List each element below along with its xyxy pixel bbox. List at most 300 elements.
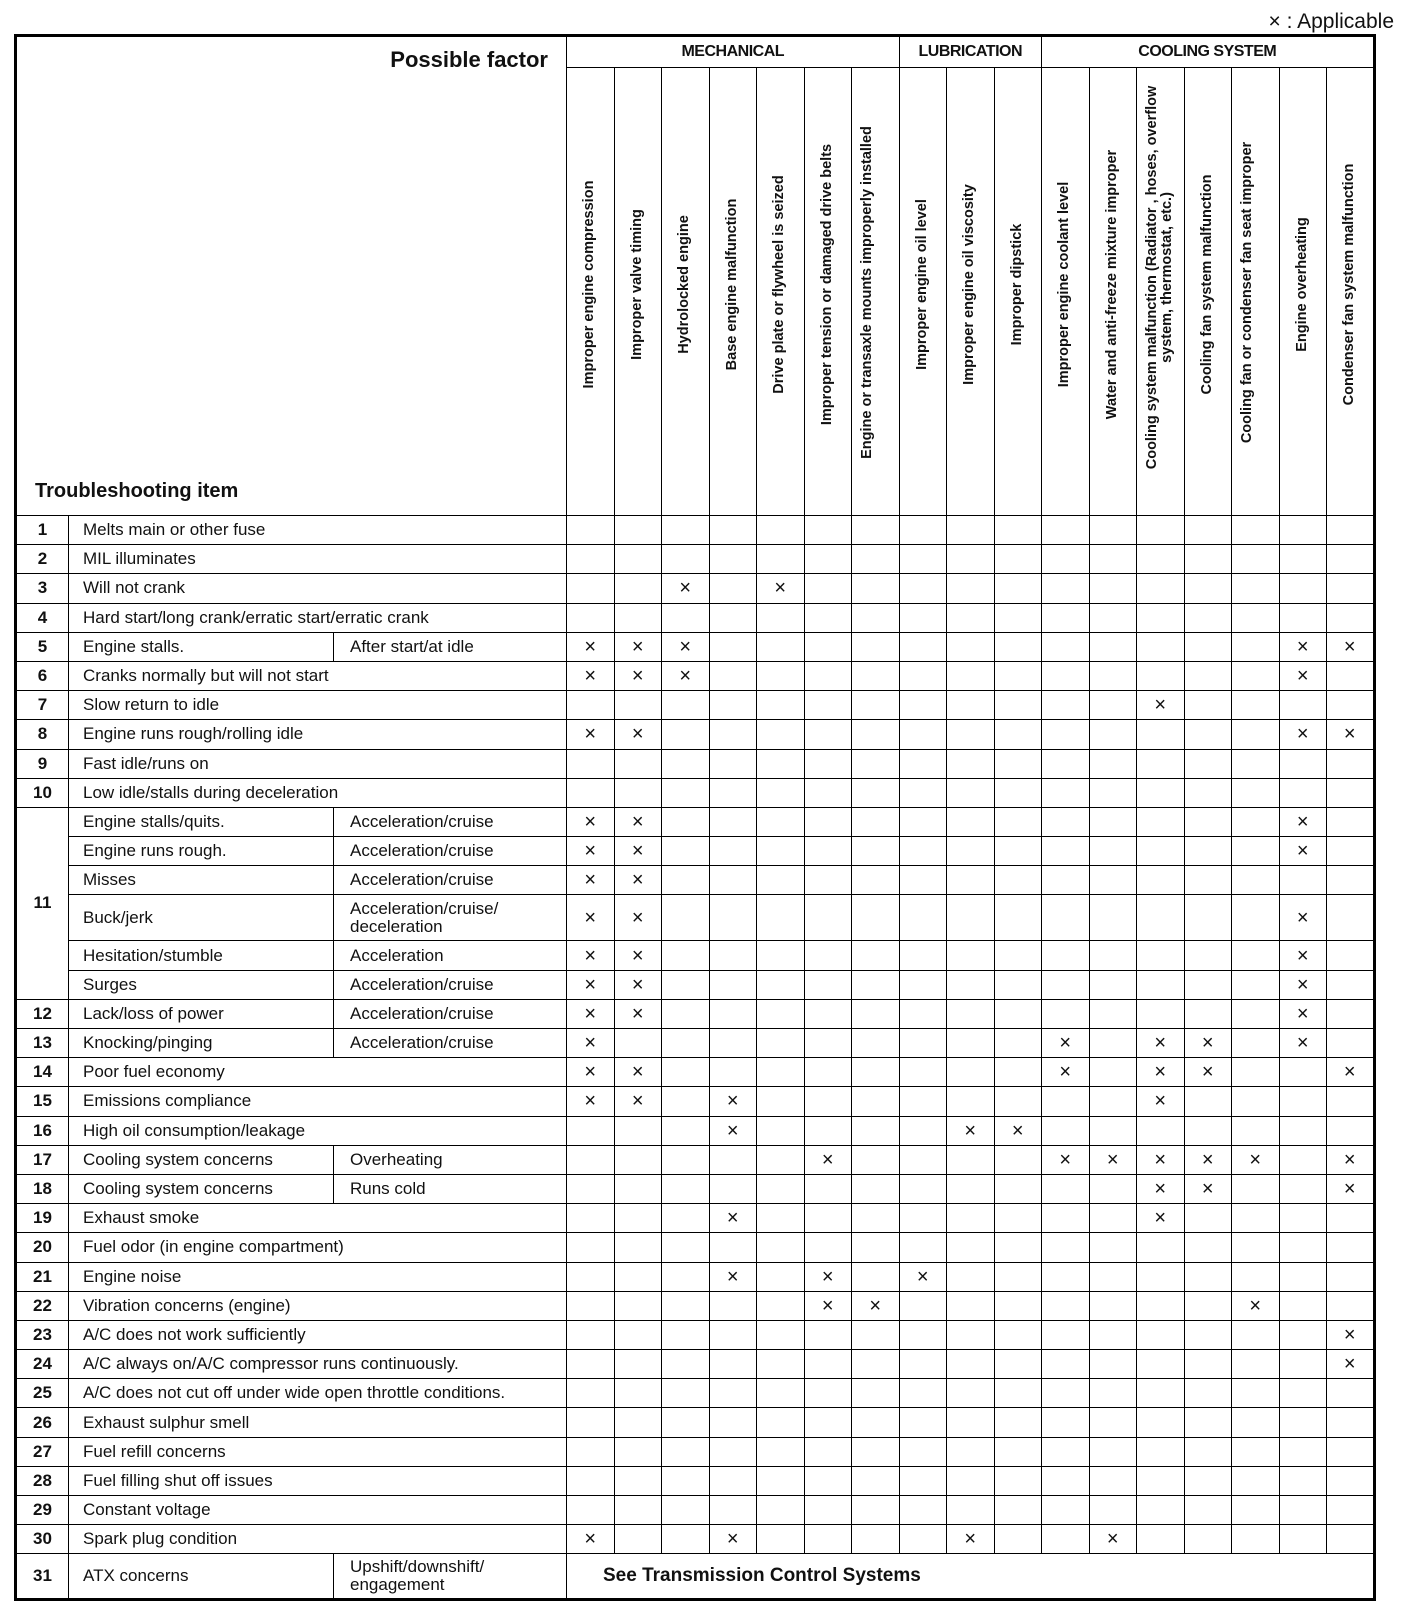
empty-cell	[1232, 574, 1280, 603]
applicable-mark: ×	[1279, 632, 1327, 661]
empty-cell	[567, 1320, 615, 1349]
empty-cell	[709, 1408, 757, 1437]
empty-cell	[852, 1350, 900, 1379]
troubleshooting-item: Low idle/stalls during deceleration	[69, 778, 567, 807]
table-row	[16, 1087, 1375, 1116]
empty-cell	[709, 1320, 757, 1349]
empty-cell	[852, 1496, 900, 1525]
empty-cell	[1279, 778, 1327, 807]
empty-cell	[899, 1320, 947, 1349]
empty-cell	[994, 1262, 1042, 1291]
empty-cell	[1042, 1087, 1090, 1116]
empty-cell	[1184, 970, 1232, 999]
applicable-mark: ×	[1327, 1145, 1375, 1174]
factor-column-header	[1279, 68, 1327, 516]
empty-cell	[1184, 778, 1232, 807]
empty-cell	[757, 1058, 805, 1087]
empty-cell	[1184, 1379, 1232, 1408]
empty-cell	[1042, 1437, 1090, 1466]
empty-cell	[662, 866, 710, 895]
factor-label: Hydrolocked engine	[676, 215, 693, 354]
empty-cell	[899, 661, 947, 690]
empty-cell	[1279, 691, 1327, 720]
empty-cell	[1089, 1233, 1137, 1262]
empty-cell	[947, 749, 995, 778]
empty-cell	[1232, 895, 1280, 941]
factor-label: Condenser fan system malfunction	[1340, 163, 1357, 406]
troubleshooting-item: Engine stalls.	[69, 632, 334, 661]
empty-cell	[757, 749, 805, 778]
empty-cell	[994, 1320, 1042, 1349]
empty-cell	[662, 1437, 710, 1466]
empty-cell	[899, 632, 947, 661]
empty-cell	[1184, 603, 1232, 632]
empty-cell	[1042, 603, 1090, 632]
factor-column-header	[994, 68, 1042, 516]
empty-cell	[852, 1116, 900, 1145]
troubleshooting-item: Fuel refill concerns	[69, 1437, 567, 1466]
applicable-mark: ×	[614, 866, 662, 895]
factor-label: Base engine malfunction	[723, 198, 740, 371]
empty-cell	[1137, 807, 1185, 836]
empty-cell	[1137, 574, 1185, 603]
row-number: 31	[16, 1554, 69, 1600]
empty-cell	[1279, 516, 1327, 545]
empty-cell	[757, 632, 805, 661]
empty-cell	[757, 1525, 805, 1554]
empty-cell	[947, 1174, 995, 1203]
empty-cell	[947, 1029, 995, 1058]
row-number: 26	[16, 1408, 69, 1437]
row-number: 6	[16, 661, 69, 690]
empty-cell	[1089, 1496, 1137, 1525]
applicable-mark: ×	[709, 1525, 757, 1554]
table-row	[16, 661, 1375, 690]
empty-cell	[899, 778, 947, 807]
empty-cell	[662, 941, 710, 970]
row-number: 12	[16, 999, 69, 1028]
legend-applicable: × : Applicable	[1268, 10, 1394, 33]
empty-cell	[757, 1496, 805, 1525]
troubleshooting-item: Spark plug condition	[69, 1525, 567, 1554]
empty-cell	[1089, 1087, 1137, 1116]
empty-cell	[709, 999, 757, 1028]
empty-cell	[757, 1145, 805, 1174]
empty-cell	[804, 691, 852, 720]
group-header-lubrication: LUBRICATION	[899, 36, 1042, 68]
row-number: 15	[16, 1087, 69, 1116]
empty-cell	[709, 691, 757, 720]
empty-cell	[1042, 866, 1090, 895]
troubleshooting-item: Cooling system concerns	[69, 1174, 334, 1203]
table-row	[16, 1116, 1375, 1145]
empty-cell	[757, 1087, 805, 1116]
empty-cell	[757, 1379, 805, 1408]
applicable-mark: ×	[1137, 1174, 1185, 1203]
empty-cell	[899, 1408, 947, 1437]
troubleshooting-item: ATX concerns	[69, 1554, 334, 1600]
empty-cell	[614, 1262, 662, 1291]
empty-cell	[1327, 941, 1375, 970]
empty-cell	[1184, 691, 1232, 720]
empty-cell	[709, 837, 757, 866]
empty-cell	[1232, 1525, 1280, 1554]
empty-cell	[757, 1320, 805, 1349]
empty-cell	[899, 1466, 947, 1495]
empty-cell	[709, 661, 757, 690]
empty-cell	[1137, 1496, 1185, 1525]
condition: Acceleration/cruise	[334, 999, 567, 1028]
empty-cell	[1327, 837, 1375, 866]
empty-cell	[567, 1233, 615, 1262]
troubleshooting-item: Cranks normally but will not start	[69, 661, 567, 690]
empty-cell	[804, 1525, 852, 1554]
empty-cell	[709, 1291, 757, 1320]
empty-cell	[709, 720, 757, 749]
empty-cell	[899, 1233, 947, 1262]
factor-column-header	[709, 68, 757, 516]
empty-cell	[662, 1320, 710, 1349]
empty-cell	[1184, 941, 1232, 970]
row-number: 23	[16, 1320, 69, 1349]
empty-cell	[1137, 1437, 1185, 1466]
empty-cell	[1184, 1233, 1232, 1262]
applicable-mark: ×	[614, 999, 662, 1028]
empty-cell	[1327, 1204, 1375, 1233]
empty-cell	[662, 895, 710, 941]
empty-cell	[1089, 1379, 1137, 1408]
empty-cell	[1042, 720, 1090, 749]
empty-cell	[852, 1320, 900, 1349]
empty-cell	[804, 1466, 852, 1495]
applicable-mark: ×	[947, 1116, 995, 1145]
empty-cell	[662, 1525, 710, 1554]
empty-cell	[899, 603, 947, 632]
empty-cell	[567, 778, 615, 807]
empty-cell	[1089, 516, 1137, 545]
empty-cell	[1137, 1408, 1185, 1437]
empty-cell	[1279, 1291, 1327, 1320]
condition: Acceleration/cruise	[334, 837, 567, 866]
table-row	[16, 1029, 1375, 1058]
empty-cell	[852, 1174, 900, 1203]
empty-cell	[757, 837, 805, 866]
empty-cell	[994, 632, 1042, 661]
empty-cell	[614, 1145, 662, 1174]
empty-cell	[1327, 574, 1375, 603]
factor-label: Improper tension or damaged drive belts	[818, 143, 835, 426]
empty-cell	[852, 1466, 900, 1495]
empty-cell	[709, 749, 757, 778]
empty-cell	[1327, 1262, 1375, 1291]
empty-cell	[947, 691, 995, 720]
row-number: 18	[16, 1174, 69, 1203]
applicable-mark: ×	[804, 1145, 852, 1174]
empty-cell	[852, 970, 900, 999]
applicable-mark: ×	[567, 1525, 615, 1554]
row-number: 5	[16, 632, 69, 661]
empty-cell	[1279, 1174, 1327, 1203]
applicable-mark: ×	[1137, 1145, 1185, 1174]
empty-cell	[1232, 516, 1280, 545]
empty-cell	[899, 516, 947, 545]
empty-cell	[1327, 866, 1375, 895]
applicable-mark: ×	[1042, 1145, 1090, 1174]
empty-cell	[1042, 1379, 1090, 1408]
empty-cell	[1327, 1525, 1375, 1554]
empty-cell	[994, 574, 1042, 603]
empty-cell	[1089, 1029, 1137, 1058]
troubleshooting-item: Emissions compliance	[69, 1087, 567, 1116]
applicable-mark: ×	[1089, 1145, 1137, 1174]
empty-cell	[614, 1350, 662, 1379]
applicable-mark: ×	[804, 1262, 852, 1291]
empty-cell	[899, 1437, 947, 1466]
empty-cell	[709, 970, 757, 999]
empty-cell	[852, 807, 900, 836]
empty-cell	[614, 1379, 662, 1408]
empty-cell	[1279, 1204, 1327, 1233]
empty-cell	[947, 1291, 995, 1320]
table-row	[16, 778, 1375, 807]
empty-cell	[994, 749, 1042, 778]
empty-cell	[994, 1379, 1042, 1408]
empty-cell	[804, 866, 852, 895]
empty-cell	[1279, 574, 1327, 603]
empty-cell	[852, 866, 900, 895]
empty-cell	[1279, 1466, 1327, 1495]
table-row	[16, 1496, 1375, 1525]
empty-cell	[1137, 603, 1185, 632]
troubleshooting-item: Engine runs rough.	[69, 837, 334, 866]
empty-cell	[1279, 1408, 1327, 1437]
empty-cell	[1232, 1437, 1280, 1466]
applicable-mark: ×	[1137, 1204, 1185, 1233]
applicable-mark: ×	[1042, 1029, 1090, 1058]
row-number: 25	[16, 1379, 69, 1408]
applicable-mark: ×	[567, 866, 615, 895]
factor-column-header	[804, 68, 852, 516]
troubleshooting-item: Hard start/long crank/erratic start/erratic crank	[69, 603, 567, 632]
empty-cell	[994, 999, 1042, 1028]
empty-cell	[614, 1029, 662, 1058]
empty-cell	[804, 970, 852, 999]
table-row	[16, 1466, 1375, 1495]
row-number: 27	[16, 1437, 69, 1466]
applicable-mark: ×	[567, 807, 615, 836]
empty-cell	[662, 1291, 710, 1320]
empty-cell	[1327, 1116, 1375, 1145]
empty-cell	[1184, 720, 1232, 749]
empty-cell	[567, 1408, 615, 1437]
empty-cell	[1042, 516, 1090, 545]
factor-label: Engine overheating	[1293, 217, 1310, 352]
factor-column-header	[567, 68, 615, 516]
empty-cell	[1279, 1379, 1327, 1408]
empty-cell	[1042, 1233, 1090, 1262]
table-row	[16, 1058, 1375, 1087]
empty-cell	[614, 691, 662, 720]
empty-cell	[1184, 999, 1232, 1028]
empty-cell	[1184, 1408, 1232, 1437]
troubleshooting-item: Exhaust sulphur smell	[69, 1408, 567, 1437]
applicable-mark: ×	[804, 1291, 852, 1320]
empty-cell	[709, 1174, 757, 1203]
row-number: 17	[16, 1145, 69, 1174]
applicable-mark: ×	[567, 999, 615, 1028]
applicable-mark: ×	[1279, 720, 1327, 749]
empty-cell	[757, 1466, 805, 1495]
troubleshooting-item: Constant voltage	[69, 1496, 567, 1525]
row-number: 30	[16, 1525, 69, 1554]
row-number: 10	[16, 778, 69, 807]
applicable-mark: ×	[1279, 970, 1327, 999]
empty-cell	[1232, 1379, 1280, 1408]
applicable-mark: ×	[567, 837, 615, 866]
row-number: 13	[16, 1029, 69, 1058]
empty-cell	[757, 1262, 805, 1291]
empty-cell	[947, 1320, 995, 1349]
empty-cell	[662, 1466, 710, 1495]
empty-cell	[947, 866, 995, 895]
applicable-mark: ×	[662, 632, 710, 661]
empty-cell	[947, 574, 995, 603]
empty-cell	[567, 545, 615, 574]
empty-cell	[1137, 1466, 1185, 1495]
troubleshooting-item: A/C always on/A/C compressor runs continuously.	[69, 1350, 567, 1379]
empty-cell	[852, 545, 900, 574]
applicable-mark: ×	[1137, 1087, 1185, 1116]
empty-cell	[1232, 1320, 1280, 1349]
table-row	[16, 720, 1375, 749]
empty-cell	[947, 999, 995, 1028]
empty-cell	[567, 574, 615, 603]
empty-cell	[1042, 778, 1090, 807]
empty-cell	[662, 970, 710, 999]
applicable-mark: ×	[614, 837, 662, 866]
empty-cell	[804, 1087, 852, 1116]
empty-cell	[1184, 1204, 1232, 1233]
empty-cell	[709, 866, 757, 895]
applicable-mark: ×	[567, 632, 615, 661]
empty-cell	[1089, 1116, 1137, 1145]
troubleshooting-item: Lack/loss of power	[69, 999, 334, 1028]
empty-cell	[1089, 1466, 1137, 1495]
empty-cell	[1327, 1379, 1375, 1408]
empty-cell	[662, 1408, 710, 1437]
applicable-mark: ×	[1279, 807, 1327, 836]
group-header-mechanical: MECHANICAL	[567, 36, 900, 68]
empty-cell	[804, 895, 852, 941]
empty-cell	[614, 1174, 662, 1203]
empty-cell	[994, 807, 1042, 836]
empty-cell	[899, 866, 947, 895]
troubleshooting-item: Vibration concerns (engine)	[69, 1291, 567, 1320]
empty-cell	[804, 941, 852, 970]
applicable-mark: ×	[614, 895, 662, 941]
empty-cell	[804, 1116, 852, 1145]
applicable-mark: ×	[567, 895, 615, 941]
empty-cell	[1137, 895, 1185, 941]
empty-cell	[899, 1525, 947, 1554]
row-number: 16	[16, 1116, 69, 1145]
empty-cell	[1089, 999, 1137, 1028]
troubleshooting-item: A/C does not work sufficiently	[69, 1320, 567, 1349]
factor-column-header	[1232, 68, 1280, 516]
troubleshooting-item: Fuel odor (in engine compartment)	[69, 1233, 567, 1262]
row-number: 28	[16, 1466, 69, 1495]
empty-cell	[994, 1233, 1042, 1262]
empty-cell	[947, 1058, 995, 1087]
applicable-mark: ×	[1327, 632, 1375, 661]
applicable-mark: ×	[709, 1262, 757, 1291]
empty-cell	[1279, 1145, 1327, 1174]
empty-cell	[1327, 970, 1375, 999]
factor-label: Drive plate or flywheel is seized	[771, 175, 788, 394]
empty-cell	[804, 1029, 852, 1058]
empty-cell	[1184, 749, 1232, 778]
empty-cell	[804, 749, 852, 778]
table-row	[16, 941, 1375, 970]
troubleshooting-item: Will not crank	[69, 574, 567, 603]
empty-cell	[1232, 807, 1280, 836]
applicable-mark: ×	[1184, 1174, 1232, 1203]
empty-cell	[1137, 545, 1185, 574]
empty-cell	[1184, 1350, 1232, 1379]
empty-cell	[757, 1204, 805, 1233]
empty-cell	[1089, 1174, 1137, 1203]
table-row	[16, 632, 1375, 661]
empty-cell	[1232, 632, 1280, 661]
empty-cell	[899, 895, 947, 941]
applicable-mark: ×	[567, 661, 615, 690]
applicable-mark: ×	[1184, 1058, 1232, 1087]
applicable-mark: ×	[1279, 837, 1327, 866]
empty-cell	[757, 866, 805, 895]
applicable-mark: ×	[1184, 1029, 1232, 1058]
table-row	[16, 603, 1375, 632]
applicable-mark: ×	[709, 1116, 757, 1145]
empty-cell	[947, 720, 995, 749]
row-number: 4	[16, 603, 69, 632]
empty-cell	[804, 1496, 852, 1525]
table-row	[16, 545, 1375, 574]
row-number: 1	[16, 516, 69, 545]
row-number: 22	[16, 1291, 69, 1320]
empty-cell	[1089, 970, 1137, 999]
empty-cell	[1279, 1437, 1327, 1466]
factor-label: Water and anti-freeze mixture improper	[1103, 149, 1120, 420]
empty-cell	[852, 1058, 900, 1087]
empty-cell	[1327, 1408, 1375, 1437]
empty-cell	[757, 1437, 805, 1466]
empty-cell	[1232, 720, 1280, 749]
empty-cell	[852, 999, 900, 1028]
empty-cell	[1042, 837, 1090, 866]
empty-cell	[1089, 1058, 1137, 1087]
applicable-mark: ×	[614, 1058, 662, 1087]
empty-cell	[757, 895, 805, 941]
empty-cell	[1184, 545, 1232, 574]
empty-cell	[804, 632, 852, 661]
applicable-mark: ×	[567, 720, 615, 749]
empty-cell	[1184, 1437, 1232, 1466]
empty-cell	[947, 807, 995, 836]
empty-cell	[614, 1116, 662, 1145]
condition: Acceleration/cruise	[334, 1029, 567, 1058]
empty-cell	[804, 545, 852, 574]
empty-cell	[852, 1408, 900, 1437]
